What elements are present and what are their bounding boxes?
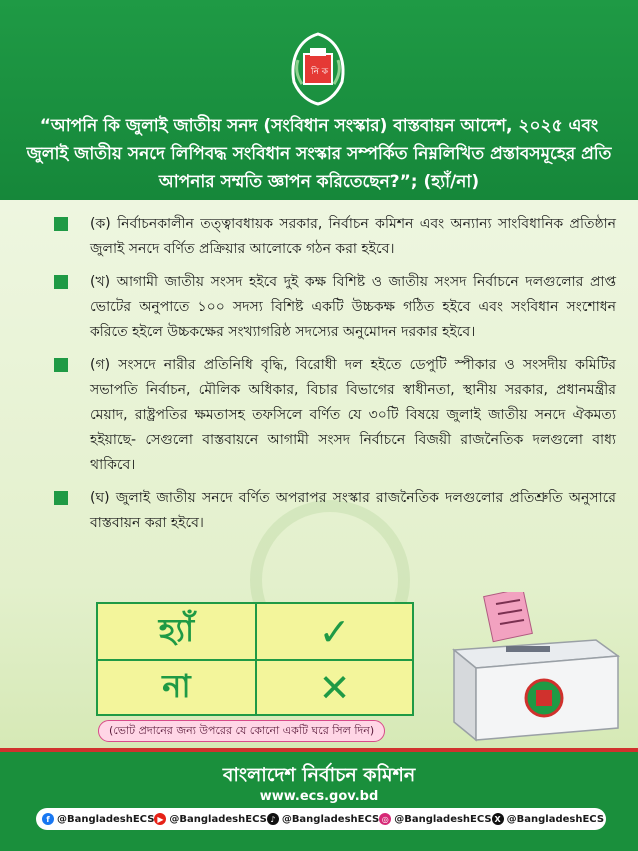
website-link[interactable]: www.ecs.gov.bd [259, 789, 379, 804]
election-commission-logo [284, 30, 352, 106]
ballot-box-illustration [446, 592, 620, 742]
proposal-item-kha [56, 270, 616, 345]
social-handle: @BangladeshECS [169, 813, 267, 825]
proposal-text: (গ) সংসদে নারীর প্রতিনিধি বৃদ্ধি, বিরোধী দল হইতে ডেপুটি স্পীকার ও সংসদীয় কমিটির সভাপতি নির্বাচন, মৌলিক অধিকার, বিচার বিভাগের স্বাধীনতা, স্থানীয় সরকার, প্রধানমন্ত্রীর মেয়াদ, রাষ্ট্রপতির ক্ষমতাসহ তফসিলে বর্ণিত যে ৩০টি বিষয়ে জুলাই জাতীয় সনদে ঐকমত্য হইয়াছে- সেগুলো বাস্তবায়নে আগামী সংসদ নির্বাচনে বিজয়ী রাজনৈতিক দলগুলো বাধ্য থাকিবে। [90, 357, 616, 473]
social-handle: @BangladeshECS [506, 813, 605, 825]
social-x[interactable] [492, 813, 604, 825]
organization-name: বাংলাদেশ নির্বাচন কমিশন [222, 764, 416, 786]
bullet-square-icon [54, 217, 68, 231]
proposal-text: (ক) নির্বাচনকালীন তত্ত্বাবধায়ক সরকার, নির্বাচন কমিশন এবং অন্যান্য সাংবিধানিক প্রতিষ্ঠান জুলাই সনদে বর্ণিত প্রক্রিয়ার আলোকে গঠন করা হইবে। [90, 216, 616, 257]
social-tiktok[interactable] [267, 813, 379, 825]
no-label: না [162, 666, 191, 705]
yes-label: হ্যাঁ [158, 610, 195, 649]
bullet-square-icon [54, 491, 68, 505]
social-youtube[interactable] [154, 813, 266, 825]
proposal-item-ga [56, 353, 616, 478]
social-handle: @BangladeshECS [57, 813, 155, 825]
facebook-icon: f [42, 813, 54, 825]
bullet-square-icon [54, 275, 68, 289]
cross-icon: ✕ [318, 665, 351, 710]
checkmark-icon: ✓ [318, 609, 351, 654]
social-facebook[interactable] [42, 813, 154, 825]
ballot-row-yes [98, 604, 412, 659]
social-instagram[interactable] [379, 813, 491, 825]
social-handle: @BangladeshECS [394, 813, 492, 825]
x-icon: X [492, 813, 504, 825]
proposal-text: (খ) আগামী জাতীয় সংসদ হইবে দুই কক্ষ বিশিষ্ট ও জাতীয় সংসদ নির্বাচনে দলগুলোর প্রাপ্ত ভোটের অনুপাতে ১০০ সদস্য বিশিষ্ট একটি উচ্চকক্ষ গঠিত হইবে এবং সংবিধান সংশোধন করিতে হইলে উচ্চকক্ষের সংখ্যাগরিষ্ঠ সদস্যের অনুমোদন দরকার হইবে। [90, 274, 616, 340]
footer [0, 752, 638, 851]
proposal-list [56, 212, 616, 544]
ballot-instruction: (ভোট প্রদানের জন্য উপরের যে কোনো একটি ঘরে সিল দিন) [98, 720, 385, 742]
proposal-item-ka [56, 212, 616, 262]
no-label-cell[interactable] [98, 661, 255, 714]
yes-label-cell[interactable] [98, 604, 255, 659]
proposal-text: (ঘ) জুলাই জাতীয় সনদে বর্ণিত অপরাপর সংস্কার রাজনৈতিক দলগুলোর প্রতিশ্রুতি অনুসারে বাস্তবায়ন করা হইবে। [90, 490, 616, 531]
referendum-question: “আপনি কি জুলাই জাতীয় সনদ (সংবিধান সংস্কার) বাস্তবায়ন আদেশ, ২০২৫ এবং জুলাই জাতীয় সনদে লিপিবদ্ধ সংবিধান সংস্কার সম্পর্কিত নিম্নলিখিত প্রস্তাবসমূহের প্রতি আপনার সম্মতি জ্ঞাপন করিতেছেন?”; (হ্যাঁ/না) [26, 116, 612, 192]
content-area [0, 200, 638, 748]
social-media-bar [36, 808, 606, 830]
youtube-icon: ▶ [154, 813, 166, 825]
tiktok-icon: ♪ [267, 813, 279, 825]
no-symbol-cell[interactable] [255, 661, 412, 714]
yes-symbol-cell[interactable] [255, 604, 412, 659]
svg-text:নি ক: নি ক [311, 67, 329, 77]
ballot-table [96, 602, 414, 716]
header-banner [0, 0, 638, 200]
social-handle: @BangladeshECS [281, 813, 380, 825]
instagram-icon: ◎ [379, 813, 391, 825]
bullet-square-icon [54, 358, 68, 372]
ballot-row-no [98, 659, 412, 714]
proposal-item-gha [56, 486, 616, 536]
